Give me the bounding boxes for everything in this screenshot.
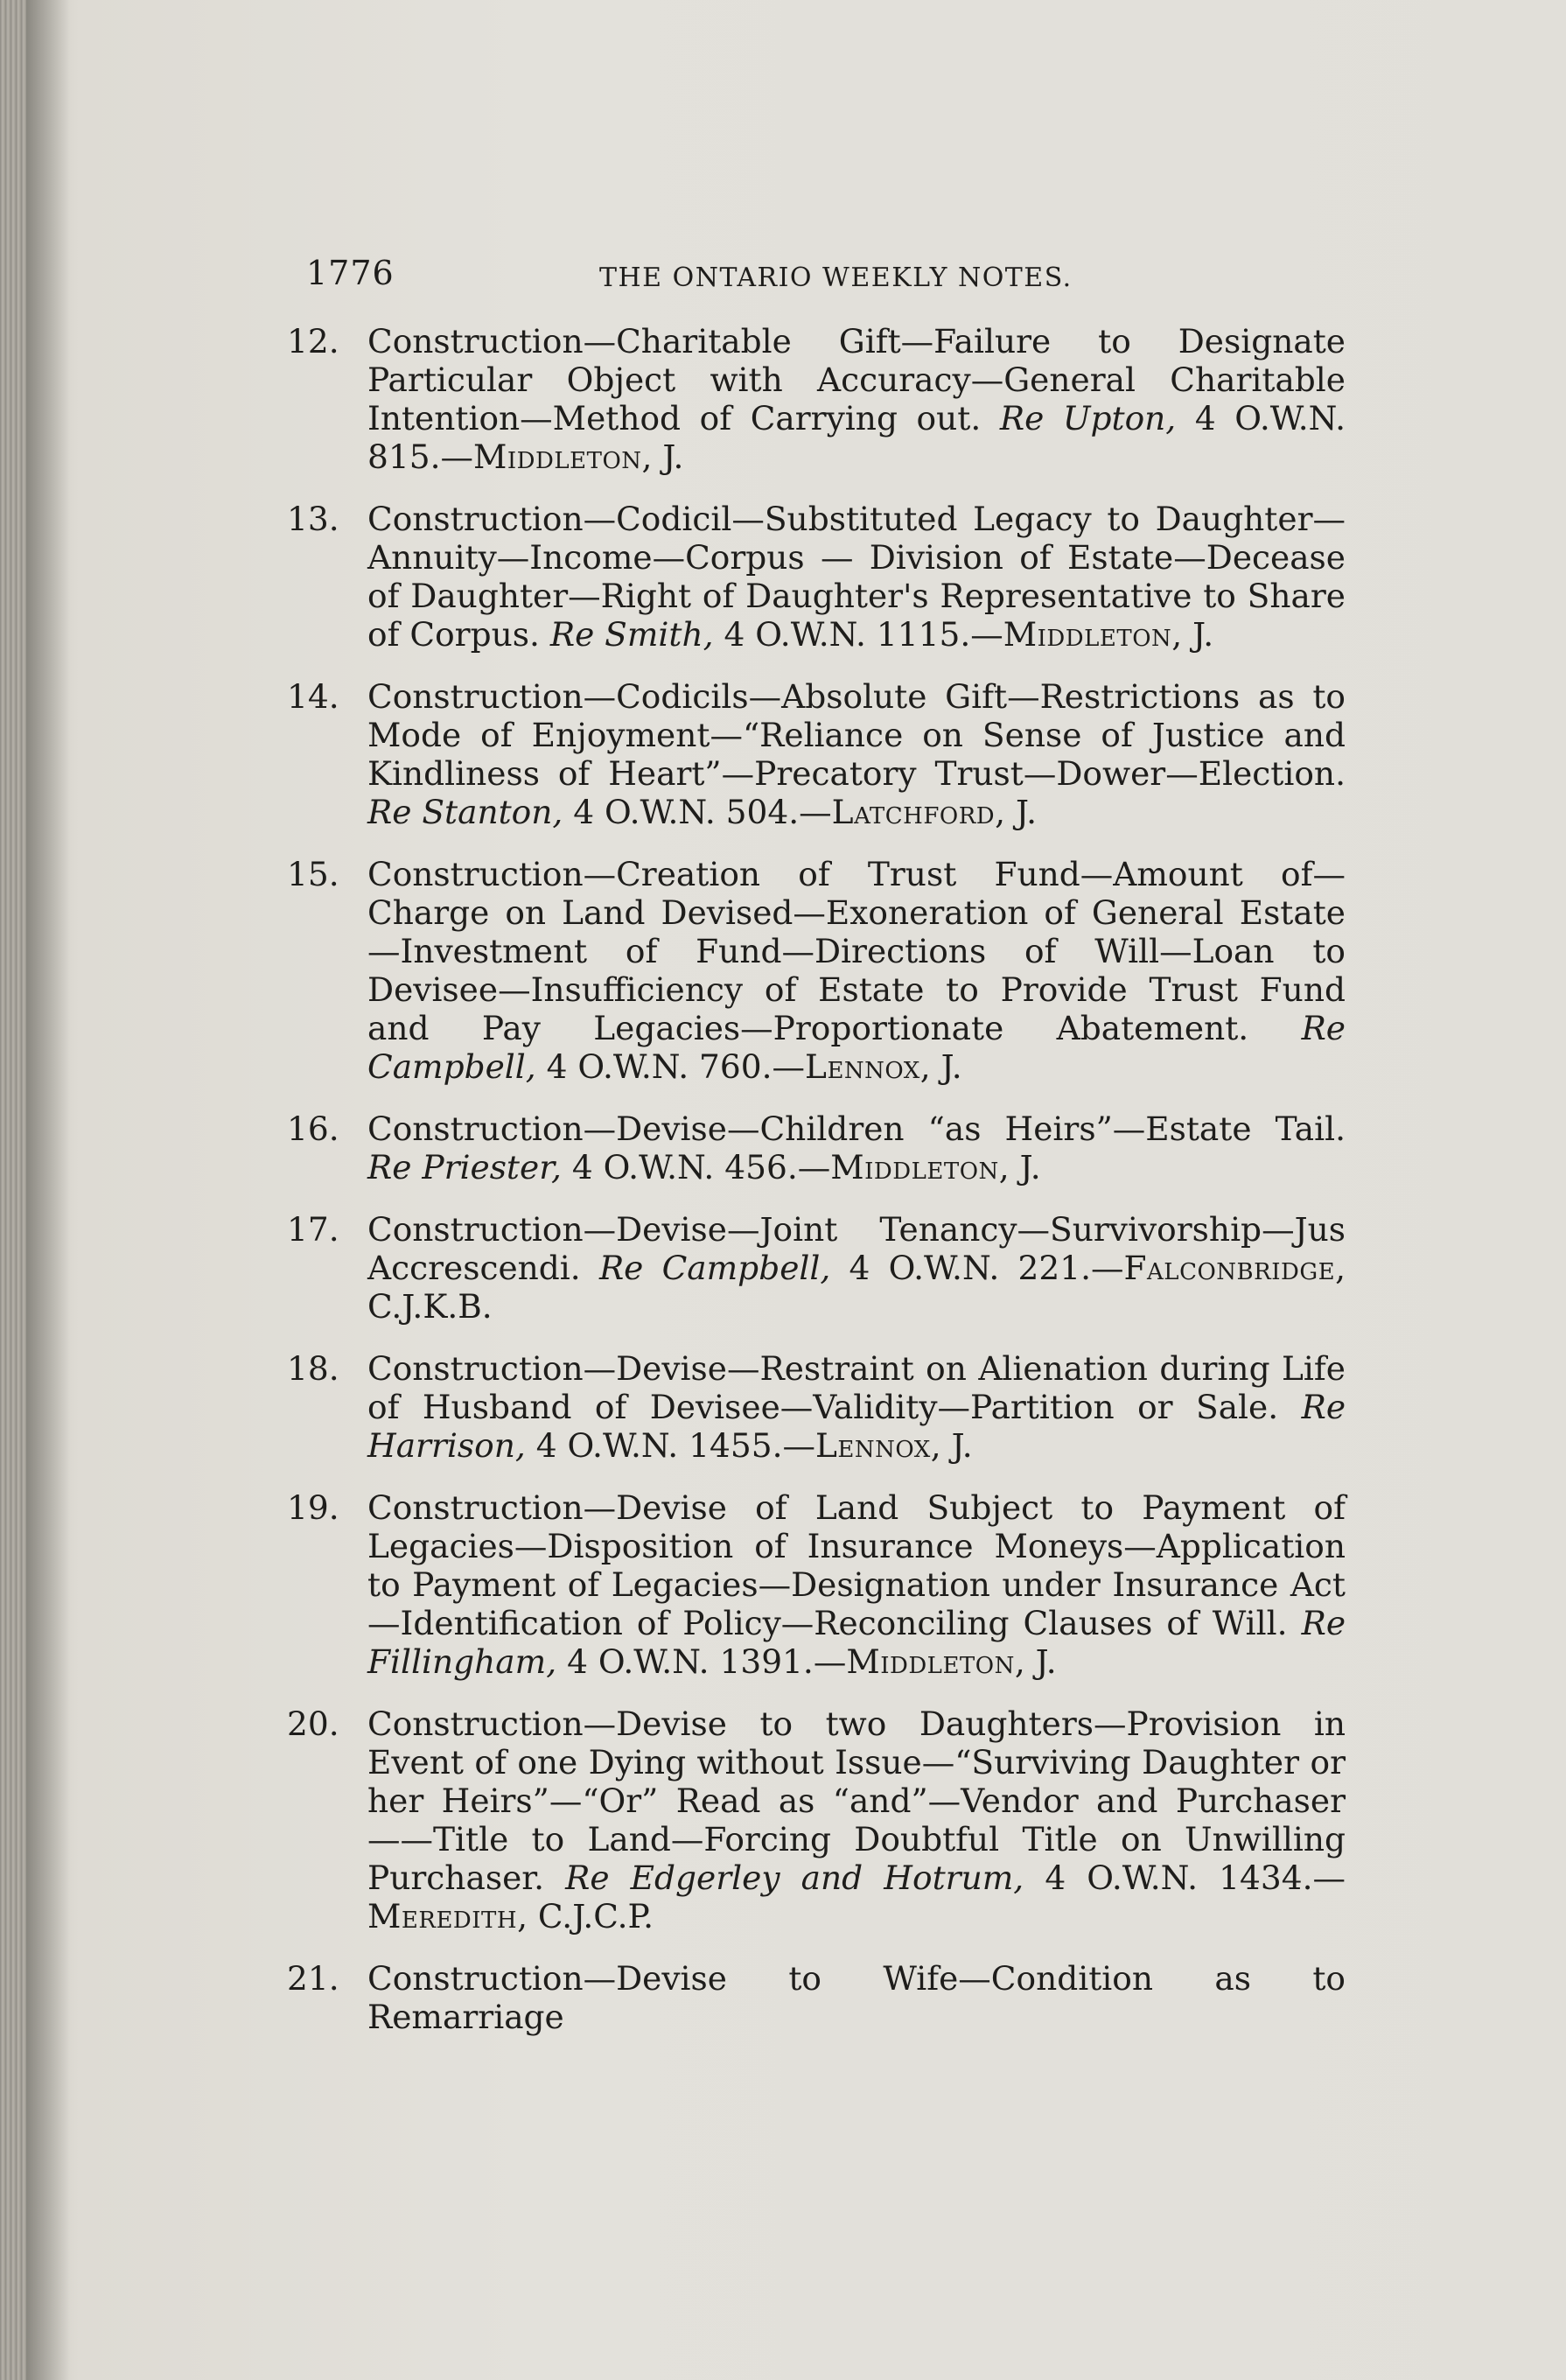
judge-name: Middleton (1003, 615, 1172, 654)
citation: 4 O.W.N. 1455.— (535, 1426, 815, 1465)
citation: 4 O.W.N. 504.— (573, 793, 832, 831)
case-name: Re Upton, (999, 399, 1177, 438)
citation: 4 O.W.N. 1434.— (1045, 1858, 1346, 1897)
entry-number: 19. (287, 1488, 339, 1527)
entry-number: 18. (287, 1349, 339, 1388)
judge-title: , C.J.K.B. (367, 1249, 1346, 1326)
citation: 4 O.W.N. 815.— (367, 399, 1346, 476)
judge-name: Meredith (367, 1897, 518, 1936)
entry-number: 17. (287, 1210, 339, 1249)
judge-name: Falconbridge (1123, 1249, 1336, 1287)
case-name: Re Edgerley and Hotrum, (565, 1858, 1024, 1897)
entry-number: 13. (287, 500, 339, 538)
citation: 4 O.W.N. 1391.— (567, 1642, 847, 1681)
case-name: Re Smith, (549, 615, 714, 654)
entry-number: 12. (287, 322, 339, 360)
entry-number: 15. (287, 855, 339, 893)
digest-entry-20 (287, 1704, 1346, 1936)
digest-entry-21 (287, 1959, 1346, 2036)
page-number: 1776 (306, 254, 395, 292)
digest-entry-18 (287, 1349, 1346, 1465)
digest-entry-17 (287, 1210, 1346, 1326)
judge-title: , J. (930, 1426, 973, 1465)
judge-name: Middleton (473, 438, 642, 476)
entry-number: 21. (287, 1959, 339, 1998)
citation: 4 O.W.N. 760.— (546, 1047, 806, 1086)
digest-entry-13 (287, 500, 1346, 654)
case-name: Re Stanton, (367, 793, 563, 831)
judge-name: Lennox (815, 1426, 931, 1465)
judge-title: , C.J.C.P. (517, 1897, 654, 1936)
entry-headnote: Construction—Codicils—Absolute Gift—Restrictions as to Mode of Enjoyment—“Reliance on Sense of Justice and Kindliness of Heart”—Precatory Trust—Dower—Election. (367, 677, 1346, 793)
entry-number: 16. (287, 1110, 339, 1148)
judge-title: , J. (998, 1148, 1041, 1186)
spine-shadow (26, 0, 70, 2380)
judge-title: , J. (1014, 1642, 1057, 1681)
digest-entry-19 (287, 1488, 1346, 1681)
digest-entry-16 (287, 1110, 1346, 1186)
entry-number: 14. (287, 677, 339, 716)
judge-title: , J. (919, 1047, 962, 1086)
entry-headnote: Construction—Devise—Joint Tenancy—Survivorship—Jus Accrescendi. (367, 1210, 1346, 1287)
entry-headnote: Construction—Devise of Land Subject to Payment of Legacies—Disposition of Insurance Moneys—Application to Payment of Legacies—Designation under Insurance Act—Identification of Policy—Reconciling Clauses of Will. (367, 1488, 1346, 1642)
digest-entry-15 (287, 855, 1346, 1086)
judge-title: , J. (1171, 615, 1214, 654)
page-header (306, 254, 1347, 306)
entry-headnote: Construction—Devise—Restraint on Alienation during Life of Husband of Devisee—Validity—Partition or Sale. (367, 1349, 1346, 1426)
entry-headnote: Construction—Devise to Wife—Condition as to Remarriage (367, 1959, 1346, 2036)
entry-headnote: Construction—Codicil—Substituted Legacy to Daughter—Annuity—Income—Corpus — Division of Estate—Decease of Daughter—Right of Daughter's Representative to Share of Corpus. (367, 500, 1346, 654)
entry-headnote: Construction—Devise to two Daughters—Provision in Event of one Dying without Issue—“Surviving Daughter or her Heirs”—“Or” Read as “and”—Vendor and Purchaser——Title to Land—Forcing Doubtful Title on Unwilling Purchaser. (367, 1704, 1346, 1897)
entry-number: 20. (287, 1704, 339, 1743)
case-name: Re Harrison, (367, 1388, 1346, 1465)
digest-entry-12 (287, 322, 1346, 476)
running-title: THE ONTARIO WEEKLY NOTES. (599, 262, 1073, 293)
judge-name: Middleton (830, 1148, 999, 1186)
judge-name: Latchford (831, 793, 996, 831)
case-name: Re Campbell, (367, 1009, 1346, 1086)
case-name: Re Campbell, (598, 1249, 831, 1287)
case-name: Re Priester, (367, 1148, 562, 1186)
judge-title: , J. (641, 438, 684, 476)
citation: 4 O.W.N. 1115.— (724, 615, 1003, 654)
digest-entry-14 (287, 677, 1346, 831)
digest-entries (287, 322, 1346, 2060)
case-name: Re Fillingham, (367, 1604, 1346, 1681)
entry-headnote: Construction—Charitable Gift—Failure to Designate Particular Object with Accuracy—General Charitable Intention—Method of Carrying out. (367, 322, 1346, 438)
citation: 4 O.W.N. 221.— (849, 1249, 1124, 1287)
entry-headnote: Construction—Devise—Children “as Heirs”—Estate Tail. (367, 1110, 1346, 1148)
citation: 4 O.W.N. 456.— (571, 1148, 831, 1186)
judge-name: Lennox (805, 1047, 920, 1086)
entry-headnote: Construction—Creation of Trust Fund—Amount of—Charge on Land Devised—Exoneration of General Estate—Investment of Fund—Directions of Will—Loan to Devisee—Insufficiency of Estate to Provide Trust Fund and Pay Legacies—Proportionate Abatement. (367, 855, 1346, 1047)
book-spine (0, 0, 26, 2380)
judge-title: , J. (995, 793, 1038, 831)
judge-name: Middleton (846, 1642, 1015, 1681)
